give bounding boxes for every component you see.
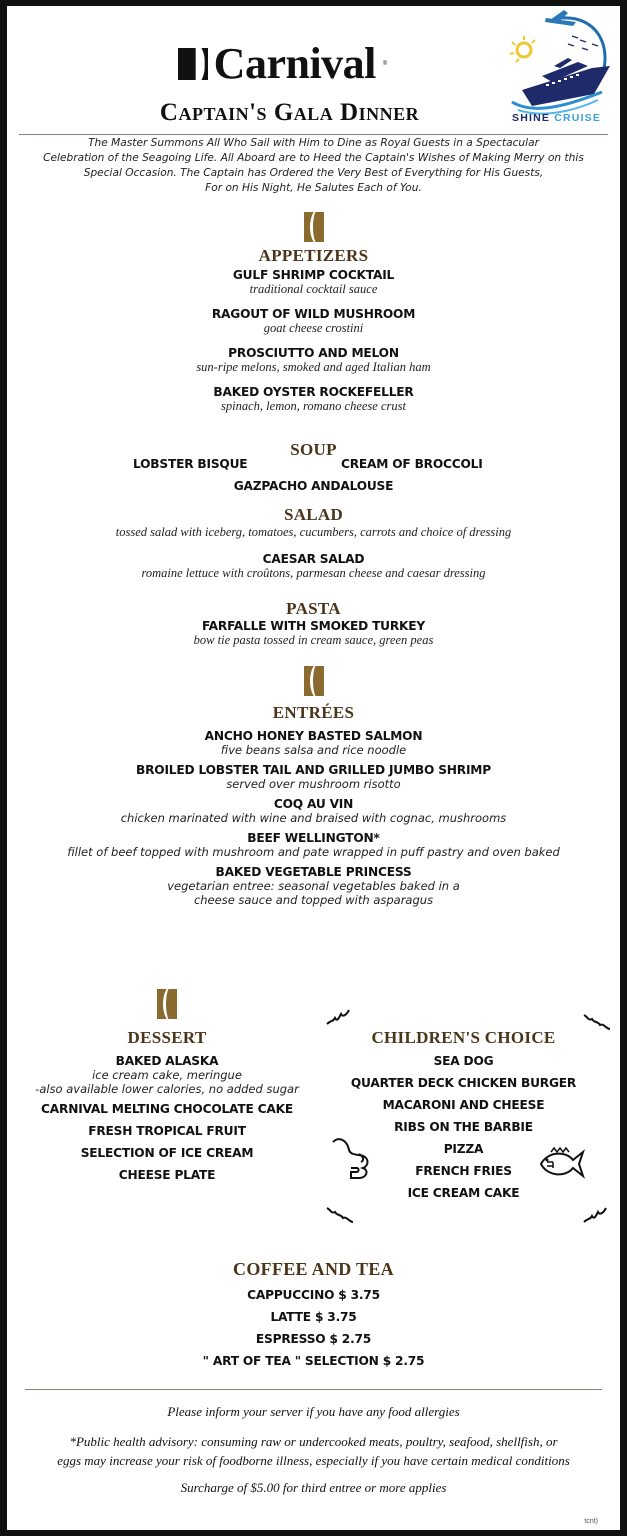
- header-divider: [19, 134, 608, 135]
- section-heading: CHILDREN'S CHOICE: [371, 1028, 556, 1047]
- menu-item: RAGOUT OF WILD MUSHROOM: [211, 307, 416, 321]
- menu-item: FRENCH FRIES: [415, 1164, 512, 1178]
- pasta-section: [7, 599, 620, 648]
- menu-item-desc: traditional cocktail sauce: [249, 282, 378, 296]
- menu-item: LATTE $ 3.75: [270, 1310, 357, 1324]
- menu-item: FARFALLE WITH SMOKED TURKEY: [201, 619, 426, 633]
- menu-item: COQ AU VIN: [273, 797, 354, 811]
- carnival-mark-icon: [157, 989, 177, 1019]
- menu-item: CARNIVAL MELTING CHOCOLATE CAKE: [41, 1102, 293, 1116]
- menu-item-desc: goat cheese crostini: [263, 321, 364, 335]
- menu-item: CREAM OF BROCCOLI: [341, 457, 483, 471]
- seahorse-doodle-icon: [329, 1134, 379, 1184]
- menu-item: BROILED LOBSTER TAIL AND GRILLED JUMBO SHRIMP: [136, 763, 491, 777]
- menu-item: ANCHO HONEY BASTED SALMON: [204, 729, 423, 743]
- menu-item-desc: served over mushroom risotto: [226, 777, 401, 791]
- menu-item: GAZPACHO ANDALOUSE: [233, 479, 394, 493]
- menu-item: PIZZA: [443, 1142, 484, 1156]
- coffee-section: [7, 1259, 620, 1368]
- shine-cruise-wordmark: SHINE CRUISE: [512, 112, 602, 124]
- menu-item: SELECTION OF ICE CREAM: [80, 1146, 254, 1160]
- section-heading: APPETIZERS: [258, 246, 369, 265]
- menu-item: ESPRESSO $ 2.75: [255, 1332, 372, 1346]
- menu-item-desc: tossed salad with iceberg, tomatoes, cucumbers, carrots and choice of dressing: [115, 525, 512, 539]
- menu-item: CAPPUCCINO $ 3.75: [247, 1288, 380, 1302]
- menu-item: CHEESE PLATE: [118, 1168, 216, 1182]
- menu-item: GULF SHRIMP COCKTAIL: [232, 268, 395, 282]
- menu-item: BEEF WELLINGTON*: [247, 831, 380, 845]
- carnival-logo: Carnival ®: [7, 42, 620, 86]
- soup-section: [7, 440, 620, 460]
- section-heading: SOUP: [290, 440, 337, 459]
- wave-doodle-icon: [325, 1204, 355, 1224]
- menu-item-desc: five beans salsa and rice noodle: [220, 743, 407, 757]
- menu-item: " ART OF TEA " SELECTION $ 2.75: [202, 1354, 425, 1368]
- health-advisory: *Public health advisory: consuming raw or undercooked meats, poultry, seafood, shellfish, or eggs may increase your risk of foodborne illness, especially if you have certain medical conditions: [57, 1434, 570, 1468]
- fish-doodle-icon: [537, 1146, 589, 1182]
- section-heading: COFFEE AND TEA: [233, 1259, 394, 1279]
- surcharge-note: Surcharge of $5.00 for third entree or more applies: [180, 1480, 447, 1495]
- menu-item-desc: sun-ripe melons, smoked and aged Italian ham: [196, 360, 431, 374]
- menu-item-desc: bow tie pasta tossed in cream sauce, green peas: [193, 633, 434, 647]
- section-heading: DESSERT: [127, 1028, 207, 1047]
- menu-item: QUARTER DECK CHICKEN BURGER: [350, 1076, 577, 1090]
- carnival-mark-icon: [304, 666, 324, 696]
- wave-doodle-icon: [582, 1011, 612, 1031]
- footer-divider: [25, 1389, 602, 1390]
- allergy-note: Please inform your server if you have any food allergies: [167, 1404, 460, 1419]
- menu-item-desc: vegetarian entree: seasonal vegetables baked in a: [167, 879, 460, 893]
- section-heading: SALAD: [283, 505, 344, 524]
- carnival-mark-icon: [304, 212, 324, 242]
- menu-code: tcnt): [584, 1518, 598, 1525]
- menu-item-desc: cheese sauce and topped with asparagus: [193, 893, 434, 907]
- menu-item-desc: romaine lettuce with croûtons, parmesan cheese and caesar dressing: [141, 566, 486, 580]
- menu-item: RIBS ON THE BARBIE: [394, 1120, 533, 1134]
- menu-item: BAKED ALASKA: [115, 1054, 219, 1068]
- menu-item: BAKED VEGETABLE PRINCESS: [215, 865, 412, 879]
- section-heading: ENTRÉES: [272, 703, 355, 722]
- wave-doodle-icon: [582, 1206, 612, 1226]
- menu-item: BAKED OYSTER ROCKEFELLER: [213, 385, 414, 399]
- carnival-funnel-icon: [178, 48, 208, 80]
- menu-item: MACARONI AND CHEESE: [382, 1098, 545, 1112]
- menu-item-desc: ice cream cake, meringue: [92, 1068, 242, 1082]
- menu-item-desc: chicken marinated with wine and braised with cognac, mushrooms: [120, 811, 507, 825]
- menu-item-desc: spinach, lemon, romano cheese crust: [221, 399, 406, 413]
- menu-item: CAESAR SALAD: [262, 552, 365, 566]
- salad-section: [7, 505, 620, 581]
- section-heading: PASTA: [286, 599, 341, 618]
- menu-page: [7, 6, 620, 1530]
- intro-text: The Master Summons All Who Sail with Him to Dine as Royal Guests in a Spectacular Celebration of the Seagoing Life. All Aboard are to Heed the Captain's Wishes of Making Merry on this Special Occasion. The Captain has Ordered the Very Best of Everything for His Guests, For on His Night, He Salutes Each of You.: [43, 137, 584, 194]
- menu-item: PROSCIUTTO AND MELON: [228, 346, 399, 360]
- brand-name: Carnival: [213, 39, 376, 88]
- menu-item: ICE CREAM CAKE: [407, 1186, 520, 1200]
- entrees-section: [7, 703, 620, 907]
- appetizers-section: [7, 246, 620, 414]
- menu-item: LOBSTER BISQUE: [133, 457, 248, 471]
- menu-item-desc: fillet of beef topped with mushroom and pate wrapped in puff pastry and oven baked: [67, 845, 560, 859]
- page-title: Captain's Gala Dinner: [159, 99, 420, 126]
- dessert-section: [7, 1028, 327, 1182]
- menu-item: FRESH TROPICAL FRUIT: [88, 1124, 246, 1138]
- wave-doodle-icon: [325, 1008, 355, 1028]
- menu-item-desc: -also available lower calories, no added sugar: [35, 1082, 299, 1096]
- menu-item: SEA DOG: [433, 1054, 494, 1068]
